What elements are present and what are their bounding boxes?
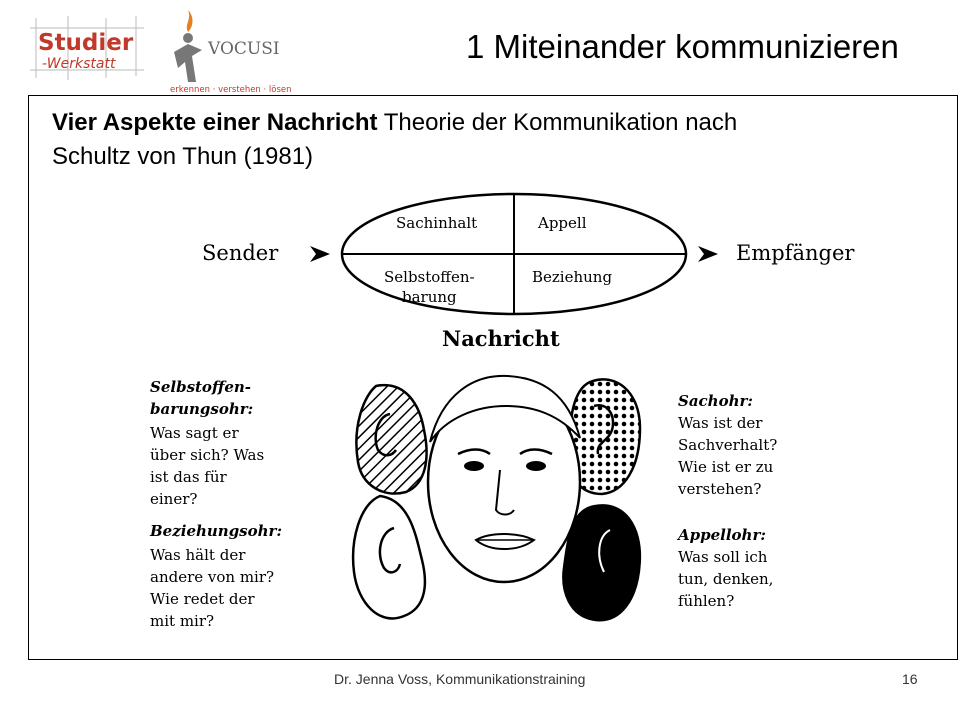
self-ear-title-2: barungsohr:	[150, 400, 254, 418]
self-revelation-ear-icon	[356, 385, 426, 493]
quadrant-appell: Appell	[538, 214, 587, 232]
appeal-ear-line-3: fühlen?	[678, 592, 735, 610]
vocusi-tagline: erkennen · verstehen · lösen	[170, 85, 292, 95]
studier-werkstatt-logo	[28, 14, 148, 82]
appeal-ear-title: Appellohr:	[678, 526, 766, 544]
vocusi-logo-text: VOCUSI	[208, 39, 280, 59]
fact-ear-line-3: Wie ist er zu	[678, 458, 774, 476]
relation-ear-line-1: Was hält der	[150, 546, 246, 564]
page-number: 16	[902, 671, 918, 687]
sender-label: Sender	[202, 241, 279, 265]
studier-logo-text: Studier	[38, 30, 134, 56]
self-ear-line-2: über sich? Was	[150, 446, 265, 464]
receiver-label: Empfänger	[736, 241, 855, 265]
werkstatt-logo-text: -Werkstatt	[42, 56, 116, 72]
self-ear-title-1: Selbstoffen-	[150, 378, 252, 396]
fact-ear-line-1: Was ist der	[678, 414, 763, 432]
quadrant-beziehung: Beziehung	[532, 268, 613, 286]
relation-ear-title: Beziehungsohr:	[150, 522, 282, 540]
slide-title: 1 Miteinander kommunizieren	[466, 28, 899, 65]
message-label: Nachricht	[442, 326, 560, 351]
sender-arrow-icon	[310, 246, 330, 262]
four-ears-figure	[140, 180, 900, 640]
footer-author: Dr. Jenna Voss, Kommunikationstraining	[334, 671, 586, 687]
heading-bold: Vier Aspekte einer Nachricht	[52, 109, 378, 136]
self-ear-line-4: einer?	[150, 490, 198, 508]
relation-ear-line-4: mit mir?	[150, 612, 215, 630]
fact-ear-title: Sachohr:	[678, 392, 753, 410]
quadrant-selbstoffenbarung-2: barung	[402, 288, 457, 306]
self-ear-line-3: ist das für	[150, 468, 227, 486]
relation-ear-line-2: andere von mir?	[150, 568, 275, 586]
relation-ear-line-3: Wie redet der	[150, 590, 255, 608]
content-heading	[52, 106, 752, 174]
quadrant-selbstoffenbarung-1: Selbstoffen-	[384, 268, 475, 286]
heading-rest: Theorie der Kommunikation nach Schultz von Thun (1981)	[52, 109, 738, 170]
fact-ear-line-2: Sachverhalt?	[678, 436, 778, 454]
fact-ear-line-4: verstehen?	[678, 480, 762, 498]
relationship-ear-icon	[353, 496, 425, 618]
receiver-arrow-icon	[698, 246, 718, 262]
quadrant-sachinhalt: Sachinhalt	[396, 214, 478, 232]
appeal-ear-line-1: Was soll ich	[678, 548, 768, 566]
vocusi-logo	[168, 6, 308, 96]
appeal-ear-line-2: tun, denken,	[678, 570, 774, 588]
self-ear-line-1: Was sagt er	[150, 424, 239, 442]
